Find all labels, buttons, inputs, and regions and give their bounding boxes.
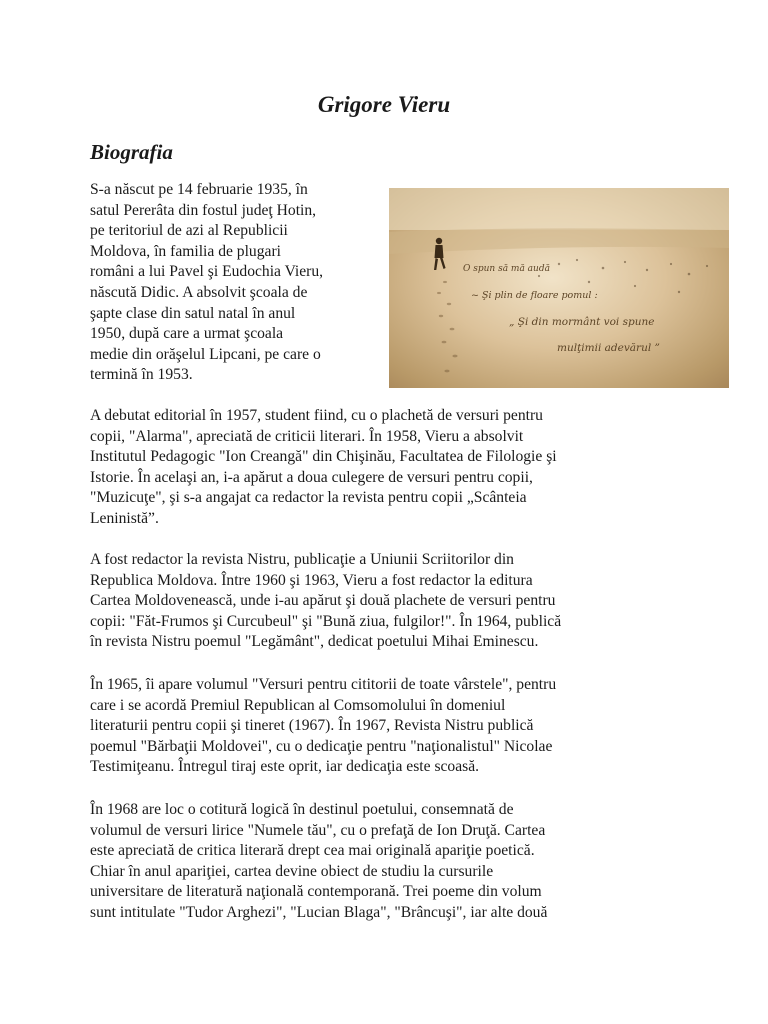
photo-quote-line-1: O spun să mă audă [463, 264, 550, 274]
paragraph-1965: În 1965, îi apare volumul "Versuri pentru cititorii de toate vârstele", pentru care i se acordă Premiul Republican al Comsomolului în domeniul literaturii pentru copii şi tineret (1967). În 1967, Revista Nistru publică poemul "Bărbaţii Moldovei", cu o dedicaţie pentru "naţionalistul" Nicolae Testimiţeanu. Întregul tiraj este oprit, iar dedicaţia este scoasă. [90, 676, 557, 776]
paragraph-debut: A debutat editorial în 1957, student fiind, cu o plachetă de versuri pentru copii, "Alarma", apreciată de criticii literari. În 1958, Vieru a absolvit Institutul Pedagogic "Ion Creangă" din Chişinău, Facultatea de Filologie şi Istorie. În acelaşi an, i-a apărut a doua culegere de versuri pentru copii, "Muzicuţe", şi s-a angajat ca redactor la revista pentru copii „Scânteia Leninistă”. [90, 407, 557, 527]
paragraph-editor: A fost redactor la revista Nistru, publicaţie a Uniunii Scriitorilor din Republica Moldova. Între 1960 şi 1963, Vieru a fost redactor la editura Cartea Moldovenească, unde i-au apărut şi două plachete de versuri pentru copii: "Făt-Frumos şi Curcubeul" şi "Bună ziua, fulgilor!". În 1964, publică în revista Nistru poemul "Legământ", dedicat poetului Mihai Eminescu. [90, 551, 562, 651]
beach-walker-photo [389, 188, 729, 388]
paragraph-birth: S-a născut pe 14 februarie 1935, în satul Pererâta din fostul judeţ Hotin, pe teritoriul de azi al Republicii Moldova, în familia de plugari români a lui Pavel şi Eudochia Vieru, născută Didic. A absolvit şcoala de şapte clase din satul natal în anul 1950, după care a urmat şcoala medie din orăşelul Lipcani, pe care o termină în 1953. [90, 181, 324, 384]
photo-quote-line-2: ~ Şi plin de floare pomul : [471, 290, 598, 301]
page-title: Grigore Vieru [317, 92, 451, 117]
photo-scene [389, 188, 729, 388]
sky-haze [389, 188, 729, 230]
photo-quote-line-3: „ Şi din mormânt voi spune [509, 316, 655, 328]
birds [538, 259, 708, 293]
section-heading: Biografia [90, 140, 173, 164]
footprints [437, 281, 458, 373]
photo-quote-line-4: mulţimii adevărul ” [557, 342, 660, 354]
paragraph-1968: În 1968 are loc o cotitură logică în destinul poetului, consemnată de volumul de versuri lirice "Numele tău", cu o prefaţă de Ion Druţă. Cartea este apreciată de critica literară drept cea mai originală apariţie poetică. Chiar în anul apariţiei, cartea devine obiect de studiu la cursurile universitare de literatură naţională contemporană. Trei poeme din volum sunt intitulate "Tudor Arghezi", "Lucian Blaga", "Brâncuşi", iar alte două [90, 801, 548, 921]
